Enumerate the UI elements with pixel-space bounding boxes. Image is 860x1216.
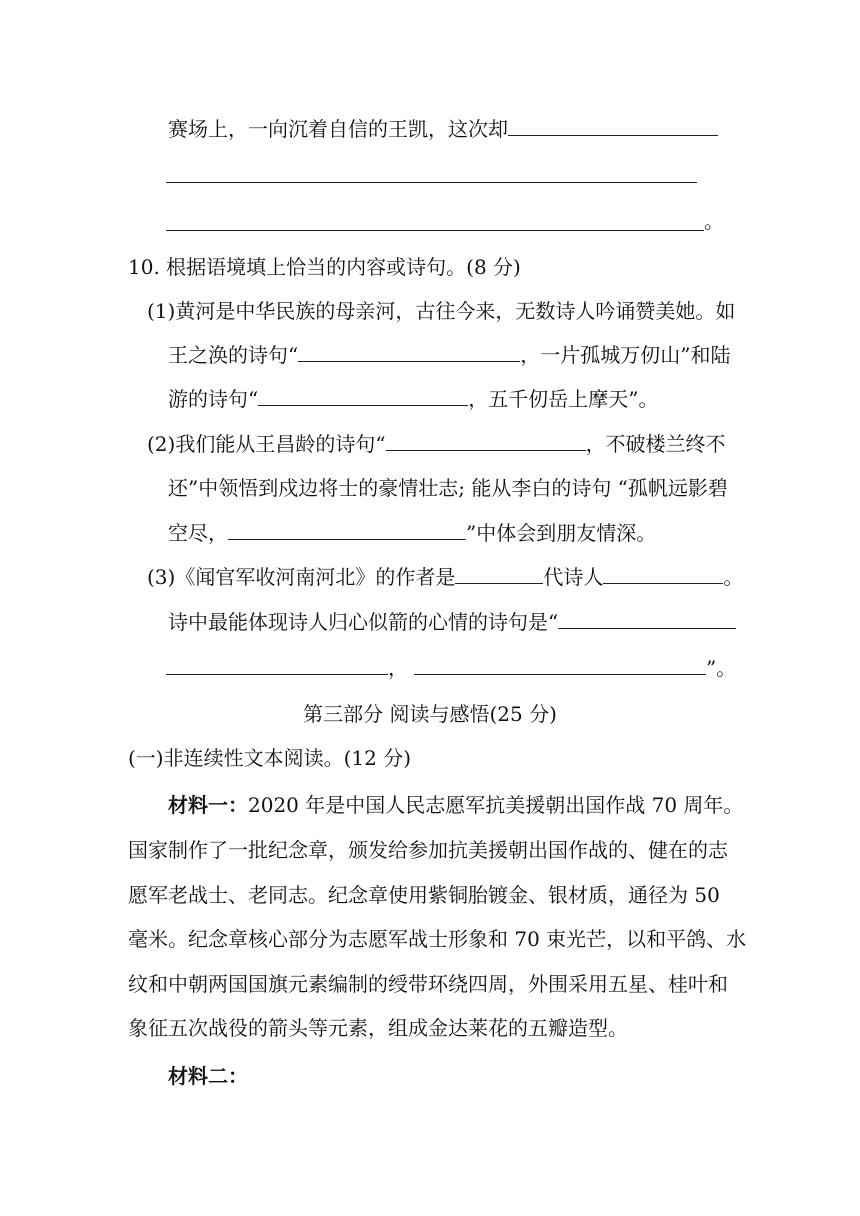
answer-blank[interactable] [455,563,543,584]
q10-p3-line1: (3)《闻官军收河南河北》的作者是 代诗人 。 [147,565,744,589]
answer-blank[interactable] [603,563,723,584]
answer-blank[interactable] [298,341,520,362]
material-1-line-6: 象征五次战役的箭头等元素，组成金达莱花的五瓣造型。 [128,1016,628,1040]
q9-line-1 [168,115,718,143]
material-1-line-2: 国家制作了一批纪念章，颁发给参加抗美援朝出国作战的、健在的志 [128,838,728,862]
q10-p1-line2: 王之涣的诗句“ ，一片孤城万仞山”和陆 [168,343,731,367]
q10-p3-line2: 诗中最能体现诗人归心似箭的心情的诗句是“ [168,608,736,636]
section-1-heading: (一)非连续性文本阅读。(12 分) [128,746,412,770]
answer-blank[interactable] [558,608,736,629]
q10-p1-line3: 游的诗句“ ，五千仞岳上摩天”。 [168,387,659,411]
material-1-line-3: 愿军老战士、老同志。纪念章使用紫铜胎镀金、银材质，通径为 50 [128,883,720,907]
q10-p2-line2: 还”中领悟到戍边将士的豪情壮志; 能从李白的诗句 “孤帆远影碧 [168,476,728,500]
material-1-line-5: 纹和中朝两国国旗元素编制的绶带环绕四周，外围采用五星、桂叶和 [128,972,728,996]
answer-blank[interactable] [508,115,718,136]
answer-blank[interactable] [386,430,586,451]
answer-blank[interactable] [228,519,466,540]
material-1-line-4: 毫米。纪念章核心部分为志愿军战士形象和 70 束光芒，以和平鸽、水 [128,927,747,951]
answer-blank[interactable] [258,385,468,406]
part-3-heading: 第三部分 阅读与感悟(25 分) [303,702,557,726]
q10-p3-line3: ， ”。 [166,654,736,682]
q10-p1-line1: (1)黄河是中华民族的母亲河，古往今来，无数诗人吟诵赞美她。如 [147,299,736,323]
material-1-label: 材料一： [168,793,248,817]
q10-p2-line3: 空尽， ”中体会到朋友情深。 [168,521,657,545]
answer-blank-line[interactable] [166,230,704,231]
question-10-title: 10. 根据语境填上恰当的内容或诗句。(8 分) [128,255,521,279]
answer-blank[interactable] [166,654,388,675]
q10-p2-line1: (2)我们能从王昌龄的诗句“ ，不破楼兰终不 [147,432,726,456]
material-1-line-1: 材料一：2020 年是中国人民志愿军抗美援朝出国作战 70 周年。 [168,793,744,817]
q9-end-mark: 。 [704,209,724,233]
answer-blank-line[interactable] [166,182,697,183]
answer-blank[interactable] [414,654,706,675]
material-2-label: 材料二： [168,1064,248,1088]
q9-text: 赛场上，一向沉着自信的王凯，这次却 [168,117,508,141]
